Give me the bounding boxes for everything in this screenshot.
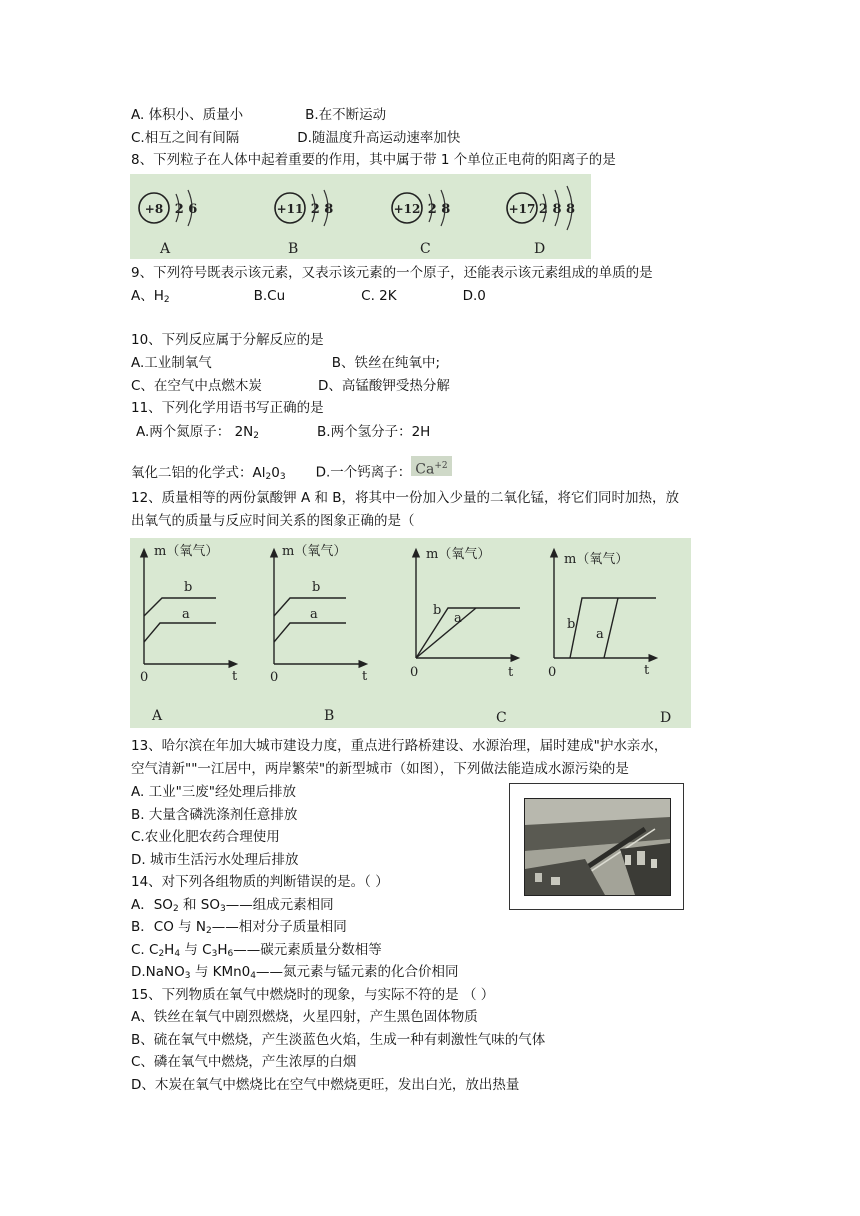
q15-option-a: A、铁丝在氧气中剧烈燃烧，火星四射，产生黑色固体物质 xyxy=(131,1009,478,1025)
graph-b-ylabel: m（氧气） xyxy=(282,544,347,559)
q12-graph-figure xyxy=(130,538,691,728)
q11-option-d: D.一个钙离子： xyxy=(315,464,412,481)
atom-diagram-c xyxy=(392,190,450,257)
graph-c-label: C xyxy=(496,710,507,726)
q11-option-a: A.两个氮原子： $2N_2$ xyxy=(136,424,260,441)
graph-a-curve-a: a xyxy=(182,607,190,622)
graph-d-curve-a: a xyxy=(596,627,604,642)
q7-options-row2 xyxy=(131,129,460,147)
graph-c xyxy=(410,547,520,726)
q10-options-row2 xyxy=(131,377,450,395)
q9-option-d: D.0 xyxy=(462,288,486,304)
q13-stem-line1: 13、哈尔滨在年加大城市建设力度，重点进行路桥建设、水源治理，届时建成"护水亲水， xyxy=(131,738,668,754)
q10-stem: 10、下列反应属于分解反应的是 xyxy=(131,332,324,348)
q15-option-c: C、磷在氧气中燃烧，产生浓厚的白烟 xyxy=(131,1054,357,1070)
graph-b-origin: 0 xyxy=(270,670,279,685)
graph-a-label: A xyxy=(152,708,163,724)
q7-option-b: B.在不断运动 xyxy=(305,107,387,123)
q14-option-d: D.NaNO$_3$ 与 $KMn0_4——$氮元素与锰元素的化合价相同 xyxy=(131,964,459,981)
graph-d xyxy=(548,552,671,726)
q8-atom-diagrams xyxy=(130,174,591,259)
q14-stem: 14、对下列各组物质的判断错误的是。（ ） xyxy=(131,874,389,890)
atom-d-nucleus: +17 xyxy=(508,202,536,216)
graph-a-ylabel: m（氧气） xyxy=(154,544,219,559)
q15-option-b: B、硫在氧气中燃烧，产生淡蓝色火焰，生成一种有刺激性气味的气体 xyxy=(131,1032,546,1048)
city-photo-frame xyxy=(509,783,684,910)
graph-c-curve-b: b xyxy=(433,603,442,618)
q13-option-d: D. 城市生活污水处理后排放 xyxy=(131,852,299,868)
q10-option-c: C、在空气中点燃木炭 xyxy=(131,378,262,394)
q13-option-b: B. 大量含磷洗涤剂任意排放 xyxy=(131,807,298,823)
atom-diagram-a xyxy=(139,190,197,257)
q10-option-d: D、高锰酸钾受热分解 xyxy=(317,378,450,394)
graph-b-xlabel: t xyxy=(362,669,368,684)
q12-stem-line2: 出氧气的质量与反应时间关系的图象正确的是（ xyxy=(131,513,415,529)
q10-option-b: B、铁丝在纯氧中; xyxy=(331,355,441,371)
graph-c-ylabel: m（氧气） xyxy=(426,547,491,562)
q14-option-b: B．CO 与 $N_2——$相对分子质量相同 xyxy=(131,919,347,936)
atom-a-nucleus: +8 xyxy=(144,202,164,216)
city-bridge-photo xyxy=(524,798,671,896)
atom-c-nucleus: +12 xyxy=(393,202,421,216)
atom-a-label: A xyxy=(160,241,171,257)
atom-diagram-d xyxy=(507,186,575,257)
q15-option-d: D、木炭在氧气中燃烧比在空气中燃烧更旺，发出白光，放出热量 xyxy=(131,1077,520,1093)
q9-stem: 9、下列符号既表示该元素，又表示该元素的一个原子，还能表示该元素组成的单质的是 xyxy=(131,265,653,281)
graph-a xyxy=(140,544,238,724)
atom-b-nucleus: +11 xyxy=(276,202,304,216)
q12-stem-line1: 12、质量相等的两份氯酸钾 A 和 B，将其中一份加入少量的二氧化锰，将它们同时加热，放 xyxy=(131,490,680,506)
atom-a-shells: 2 6 xyxy=(174,202,198,217)
graph-c-origin: 0 xyxy=(410,665,419,680)
graph-b-label: B xyxy=(324,708,335,724)
graph-d-label: D xyxy=(660,710,672,726)
graph-b-curve-b: b xyxy=(312,580,321,595)
q13-option-c: C.农业化肥农药合理使用 xyxy=(131,829,280,845)
q14-option-c: C. $C_2H_4$ 与 $C_3H_6——$碳元素质量分数相等 xyxy=(131,942,382,959)
q14-option-a: A．$SO_2$ 和 $SO_3——$组成元素相同 xyxy=(131,897,334,914)
atom-b-label: B xyxy=(288,241,299,257)
atom-diagram-b xyxy=(275,190,333,257)
q11-options-row1 xyxy=(136,423,430,445)
graph-a-curve-b: b xyxy=(184,580,193,595)
q13-option-a: A. 工业"三废"经处理后排放 xyxy=(131,784,296,800)
atom-d-shells: 2 8 8 xyxy=(538,202,576,217)
q13-stem-line2: 空气清新""一江居中，两岸繁荣"的新型城市（如图），下列做法能造成水源污染的是 xyxy=(131,761,629,777)
q7-option-c: C.相互之间有间隔 xyxy=(131,130,240,146)
q7-option-d: D.随温度升高运动速率加快 xyxy=(297,130,461,146)
graph-a-xlabel: t xyxy=(232,669,238,684)
graph-d-origin: 0 xyxy=(548,665,557,680)
atom-c-label: C xyxy=(420,241,431,257)
atom-d-label: D xyxy=(534,241,546,257)
q9-option-a: A、$H_2$ xyxy=(131,288,170,305)
q9-options xyxy=(131,287,486,309)
q10-options-row1 xyxy=(131,354,440,372)
q15-stem: 15、下列物质在氧气中燃烧时的现象，与实际不符的是 （ ） xyxy=(131,987,495,1003)
graph-d-curve-b: b xyxy=(567,617,576,632)
graph-d-ylabel: m（氧气） xyxy=(564,552,629,567)
q9-option-b: B.Cu xyxy=(253,288,286,304)
atom-c-shells: 2 8 xyxy=(427,202,451,217)
q10-option-a: A.工业制氧气 xyxy=(131,355,212,371)
graph-b-curve-a: a xyxy=(310,607,318,622)
graph-d-xlabel: t xyxy=(644,663,650,678)
graph-a-origin: 0 xyxy=(140,670,149,685)
q11-option-c: 氧化二铝的化学式：$Al_20_3$ xyxy=(131,464,286,482)
q11-option-b: B.两个氢分子：2H xyxy=(317,424,431,440)
graph-b xyxy=(270,544,368,724)
graph-c-xlabel: t xyxy=(508,665,514,680)
q11-options-row2 xyxy=(131,459,452,486)
calcium-ion-symbol: $Ca^{+2}$ xyxy=(411,456,451,476)
q7-options-row1 xyxy=(131,106,386,124)
graph-c-curve-a: a xyxy=(454,611,462,626)
q9-option-c: C. 2K xyxy=(361,288,397,304)
q8-stem: 8、下列粒子在人体中起着重要的作用，其中属于带 1 个单位正电荷的阳离子的是 xyxy=(131,152,616,168)
atom-b-shells: 2 8 xyxy=(310,202,334,217)
q7-option-a: A. 体积小、质量小 xyxy=(131,107,244,123)
q11-stem: 11、下列化学用语书写正确的是 xyxy=(131,400,324,416)
